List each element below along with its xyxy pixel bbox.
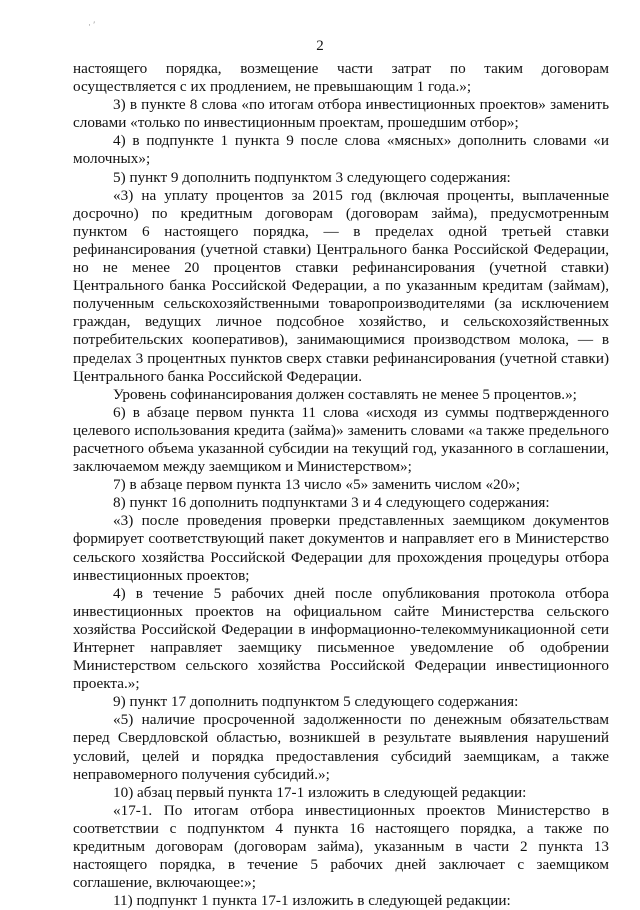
paragraph-subitem-5: «5) наличие просроченной задолженности по денежным обязательствам перед Свердловской областью, возникшей в результате выявления нарушений условий, целей и порядка предоставления субсидий заемщикам, а также неправомерного получения субсидий.»; [73, 711, 609, 783]
paragraph-item-3: 3) в пункте 8 слова «по итогам отбора инвестиционных проектов» заменить словами «только по инвестиционным проектам, прошедшим отбор»; [73, 96, 609, 132]
paragraph-subitem-4: 4) в течение 5 рабочих дней после опубликования протокола отбора инвестиционных проектов на официальном сайте Министерства сельского хозяйства Российской Федерации в информационно-телекоммуникационной сети Интернет направляет заемщику письменное уведомление об одобрении Министерством сельского хозяйства Российской Федерации инвестиционного проекта.»; [73, 584, 609, 693]
paragraph-item-4: 4) в подпункте 1 пункта 9 после слова «мясных» дополнить словами «и молочных»; [73, 132, 609, 168]
paragraph-item-7: 7) в абзаце первом пункта 13 число «5» заменить числом «20»; [113, 476, 521, 494]
paragraph-item-5: 5) пункт 9 дополнить подпунктом 3 следующего содержания: [113, 168, 511, 186]
paragraph-point-17-1: «17-1. По итогам отбора инвестиционных проектов Министерство в соответствии с подпунктом 4 пункта 16 настоящего порядка, а также по кредитным договорам (договорам займа), указанным в части 2 пункта 13 настоящего порядка, в течение 5 рабочих дней заключает с заемщиком соглашение, включающее:»; [73, 801, 609, 892]
paragraph-item-9: 9) пункт 17 дополнить подпунктом 5 следующего содержания: [113, 693, 519, 711]
document-body [73, 60, 609, 910]
page-number: 2 [316, 38, 324, 54]
paragraph-item-8: 8) пункт 16 дополнить подпунктами 3 и 4 следующего содержания: [113, 494, 550, 512]
paragraph-subitem-3b: «3) после проведения проверки представленных заемщиком документов формирует соответствующий пакет документов и направляет его в Министерство сельского хозяйства Российской Федерации для прохождения процедуры отбора инвестиционных проектов; [73, 512, 609, 584]
paragraph-continuation: настоящего порядка, возмещение части затрат по таким договорам осуществляется с их продлением, не превышающим 1 года.»; [73, 60, 609, 96]
paragraph-cofinancing: Уровень софинансирования должен составлять не менее 5 процентов.»; [113, 385, 577, 403]
paragraph-item-6: 6) в абзаце первом пункта 11 слова «исходя из суммы подтвержденного целевого использования кредита (займа)» заменить словами «а также предельного расчетного объема указанной субсидии на текущий год, указанного в соглашении, заключаемом между заемщиком и Министерством»; [73, 403, 609, 476]
paragraph-item-11: 11) подпункт 1 пункта 17-1 изложить в следующей редакции: [113, 892, 511, 910]
scan-mark: · ′ [88, 20, 96, 30]
paragraph-subitem-3: «3) на уплату процентов за 2015 год (включая проценты, выплаченные досрочно) по кредитным договорам (договорам займа), предусмотренным пунктом 6 настоящего порядка, — в пределах одной третьей ставки рефинансирования (учетной ставки) Центрального банка Российской Федерации, но не менее 20 процентов ставки рефинансирования (учетной ставки) Центрального банка Российской Федерации, а по указанным кредитам (займам), полученным сельскохозяйственными товаропроизводителями (за исключением граждан, ведущих личное подсобное хозяйство, и сельскохозяйственных потребительских кооперативов), занимающимися производством молока, — в пределах 3 процентных пунктов сверх ставки рефинансирования (учетной ставки) Центрального банка Российской Федерации. [73, 186, 609, 385]
paragraph-item-10: 10) абзац первый пункта 17-1 изложить в следующей редакции: [113, 783, 527, 801]
